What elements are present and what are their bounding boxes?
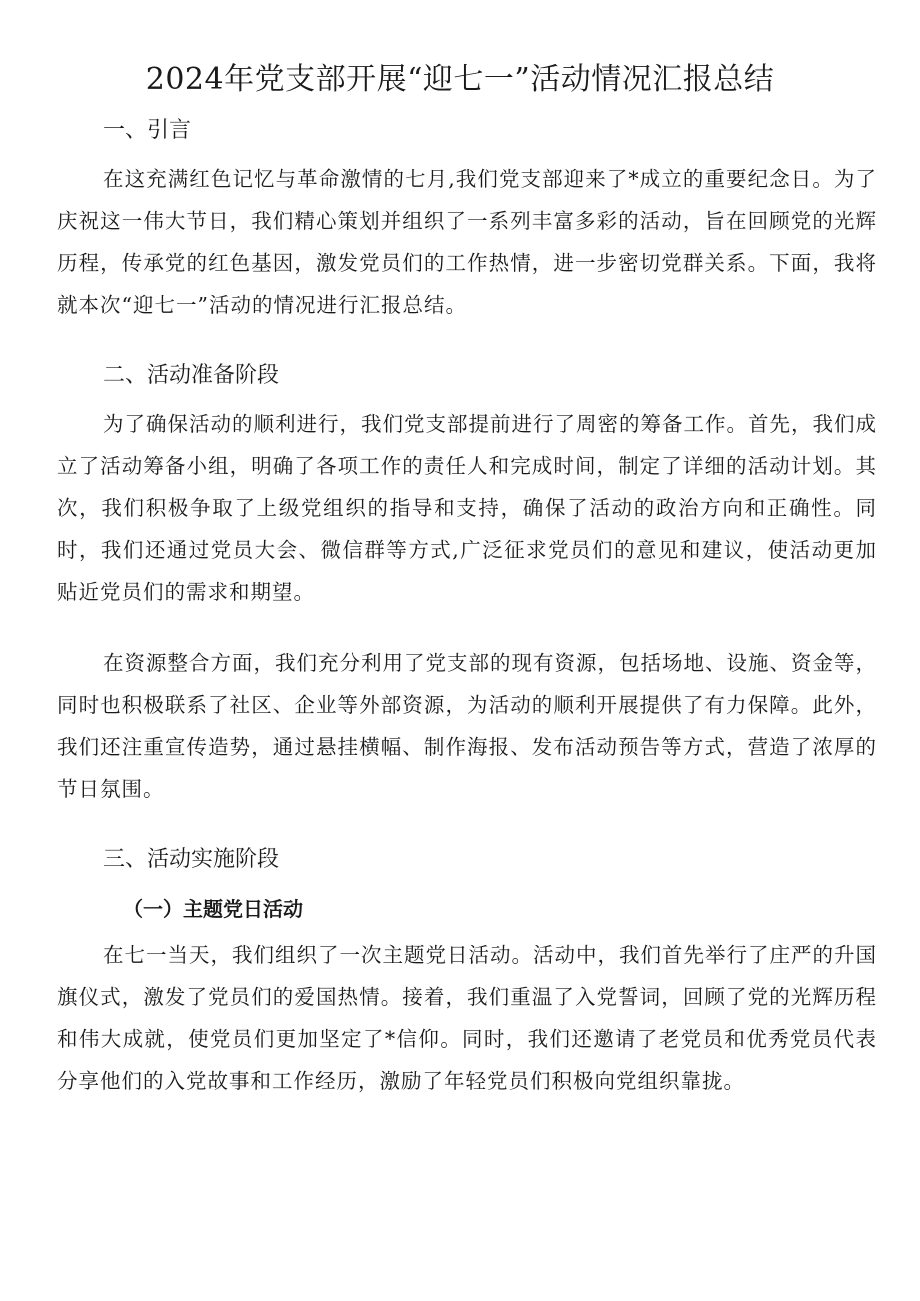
paragraph: 在资源整合方面，我们充分利用了党支部的现有资源，包括场地、设施、资金等，同时也积极联系了社区、企业等外部资源，为活动的顺利开展提供了有力保障。此外，我们还注重宣传造势，通过悬挂横幅、制作海报、发布活动预告等方式，营造了浓厚的节日氛围。 xyxy=(57,651,877,801)
section-heading-preparation: 二、活动准备阶段 xyxy=(103,363,280,388)
subsection-heading-theme-party-day: （一）主题党日活动 xyxy=(123,897,303,921)
paragraph: 在七一当天，我们组织了一次主题党日活动。活动中，我们首先举行了庄严的升国旗仪式，激发了党员们的爱国热情。接着，我们重温了入党誓词，回顾了党的光辉历程和伟大成就，使党员们更加坚定了*信仰。同时，我们还邀请了老党员和优秀党员代表分享他们的入党故事和工作经历，激励了年轻党员们积极向党组织靠拢。 xyxy=(57,943,877,1093)
paragraph: 在这充满红色记忆与革命激情的七月,我们党支部迎来了*成立的重要纪念日。为了庆祝这一伟大节日，我们精心策划并组织了一系列丰富多彩的活动，旨在回顾党的光辉历程，传承党的红色基因，激发党员们的工作热情，进一步密切党群关系。下面，我将就本次“迎七一”活动的情况进行汇报总结。 xyxy=(57,167,877,317)
section-heading-implementation: 三、活动实施阶段 xyxy=(103,847,280,872)
section-heading-introduction: 一、引言 xyxy=(103,118,192,143)
paragraph: 为了确保活动的顺利进行，我们党支部提前进行了周密的筹备工作。首先，我们成立了活动筹备小组，明确了各项工作的责任人和完成时间，制定了详细的活动计划。其次，我们积极争取了上级党组织的指导和支持，确保了活动的政治方向和正确性。同时，我们还通过党员大会、微信群等方式,广泛征求党员们的意见和建议，使活动更加贴近党员们的需求和期望。 xyxy=(57,412,877,604)
document-title: 2024年党支部开展“迎七一”活动情况汇报总结 xyxy=(145,62,775,97)
